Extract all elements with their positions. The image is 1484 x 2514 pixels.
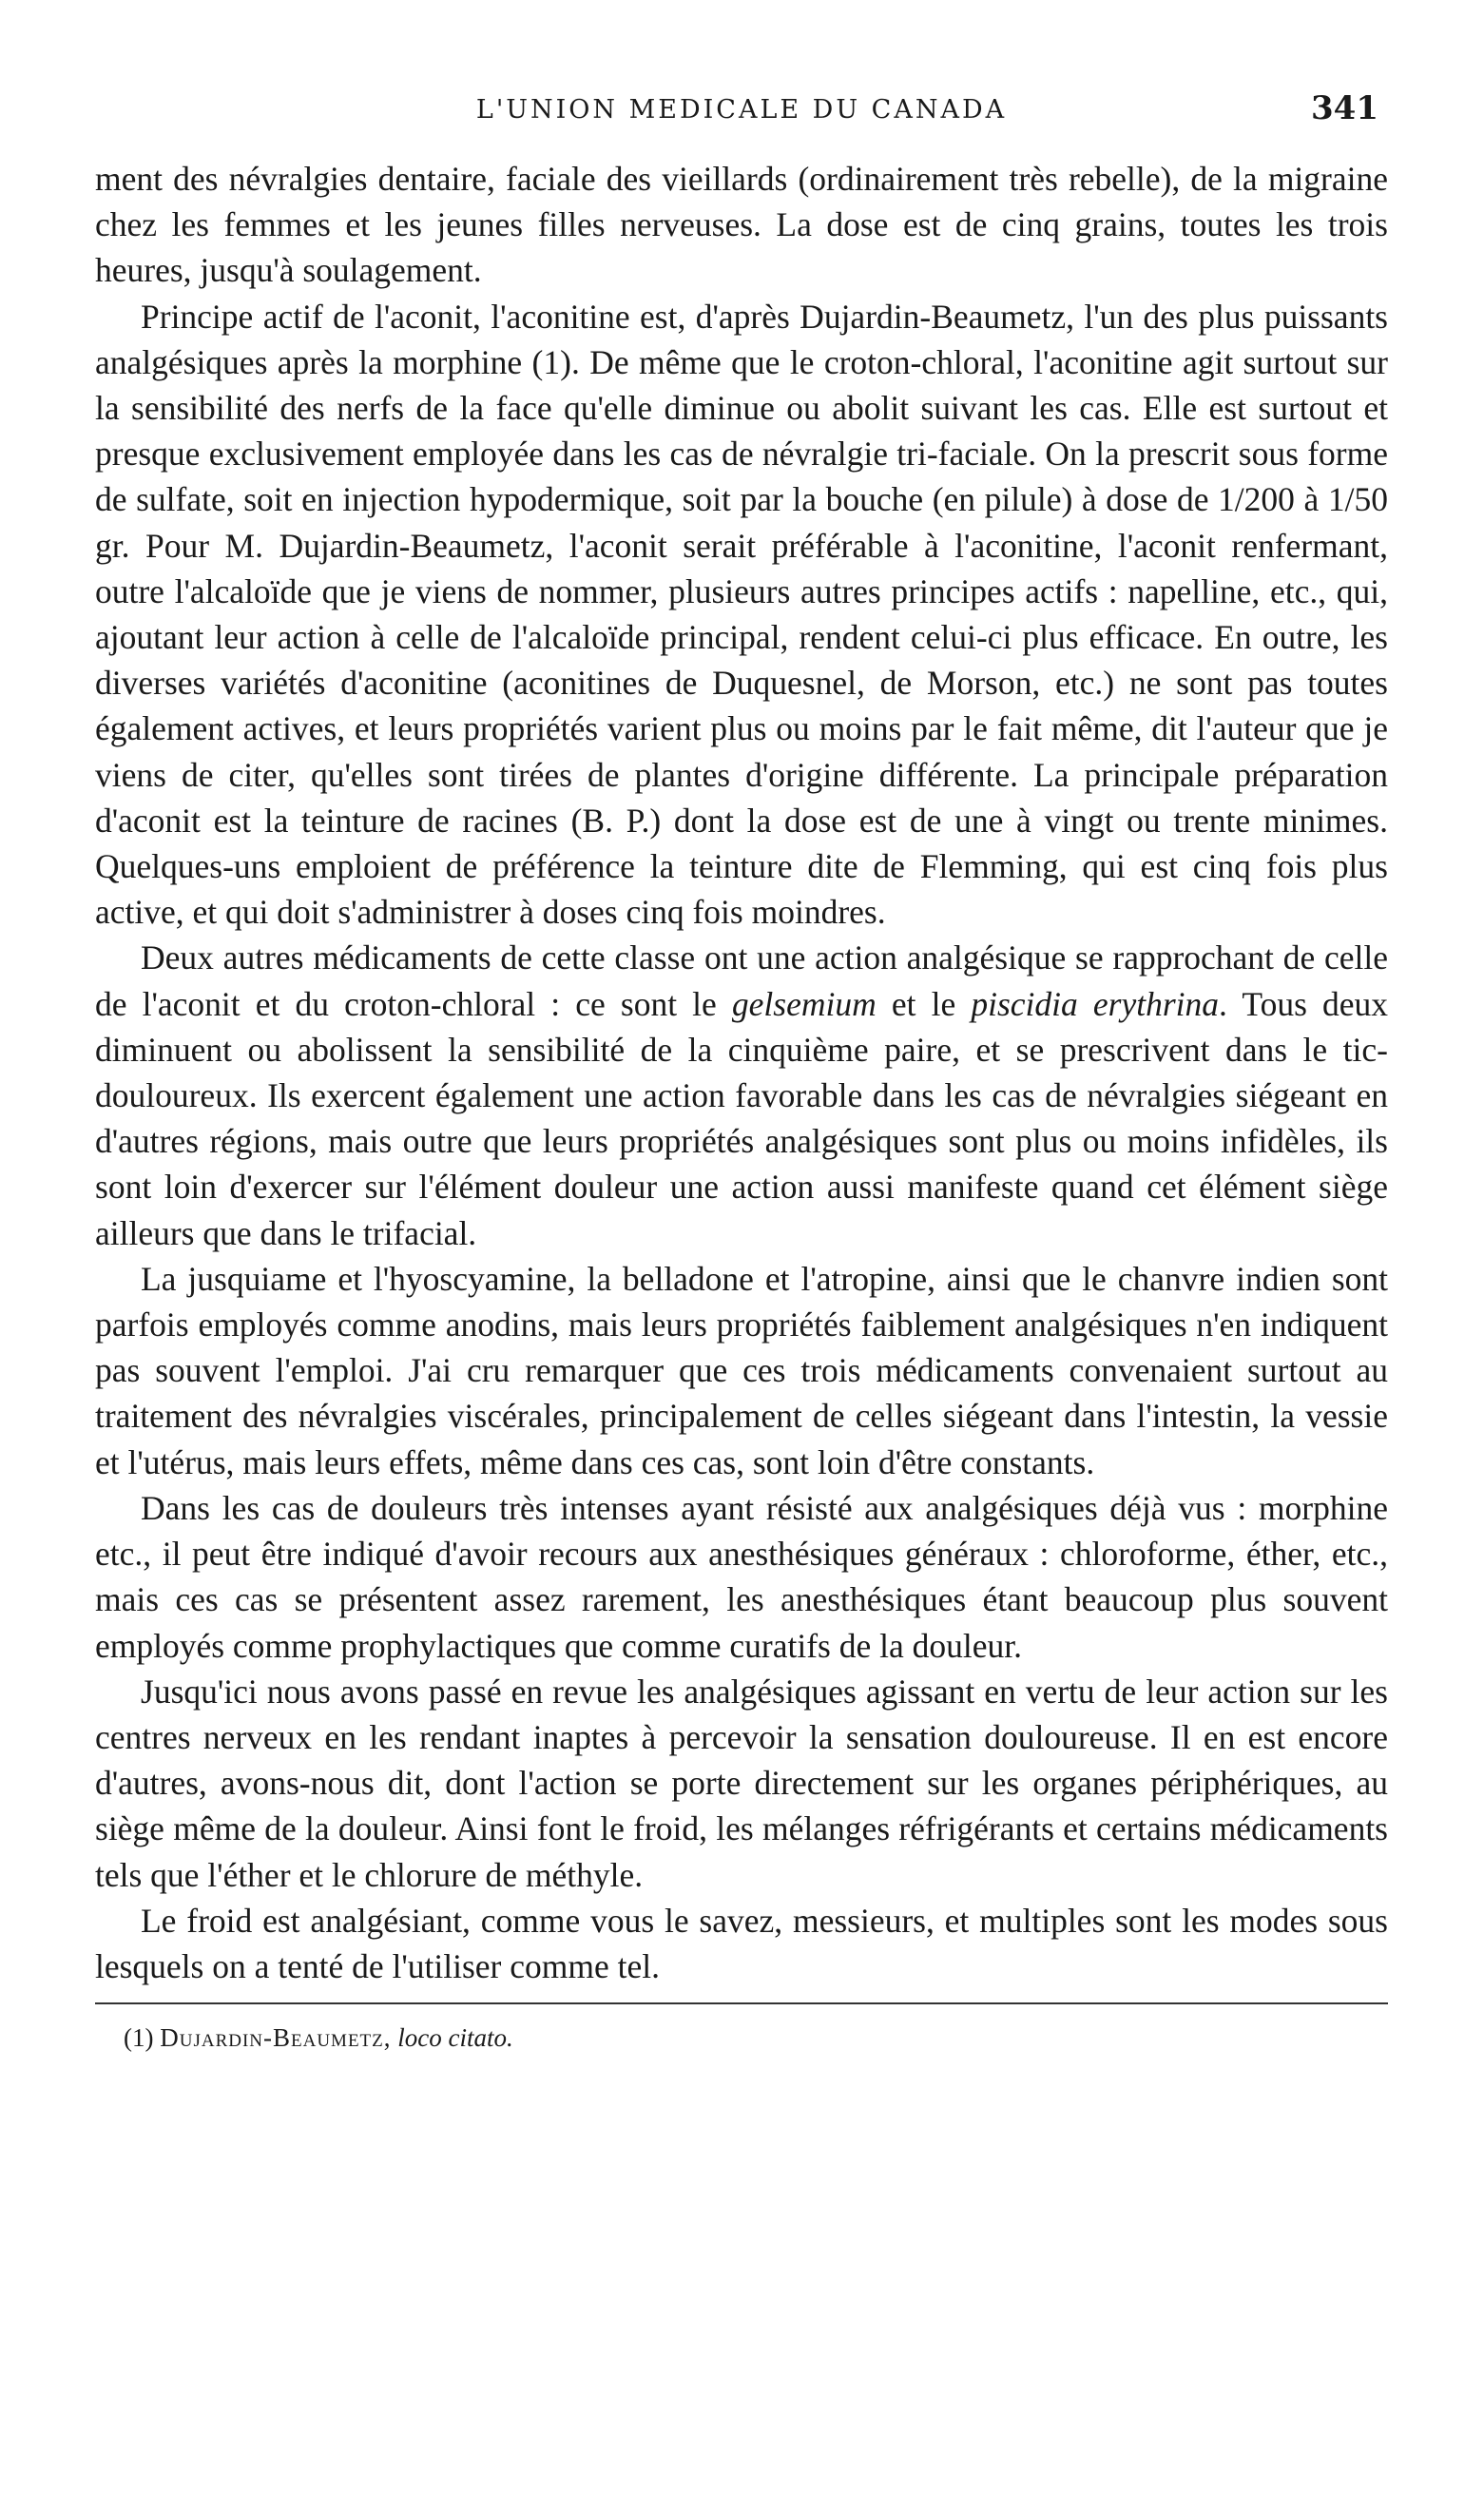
footnote-marker: (1) — [124, 2023, 154, 2053]
footnote-author: Dujardin-Beaumetz, — [160, 2023, 392, 2053]
footnote — [95, 2023, 1388, 2053]
footnote-divider — [95, 2002, 1388, 2004]
paragraph-3-before: Deux autres médicaments de cette classe ont une action analgésique se rapprochant de celle de l'aconit et du croton-chloral : ce sont le — [95, 938, 1388, 1023]
paragraph-3-middle: et le — [876, 984, 972, 1023]
paragraph-1: ment des névralgies dentaire, faciale des vieillards (ordinairement très rebelle), de la migraine chez les femmes et les jeunes filles nerveuses. La dose est de cinq grains, toutes les trois heures, jusqu'à soulagement. — [95, 160, 1388, 290]
footnote-citation: loco citato. — [397, 2023, 513, 2053]
paragraph-6: Jusqu'ici nous avons passé en revue les analgésiques agissant en vertu de leur action sur les centres nerveux en les rendant inaptes à percevoir la sensation douloureuse. Il en est encore d'autres, avons-nous dit, dont l'action se porte directement sur les organes périphériques, au siège même de la douleur. Ainsi font le froid, les mélanges réfrigérants et certains médicaments tels que l'éther et le chlorure de méthyle. — [95, 1672, 1388, 1894]
page-number: 341 — [1311, 89, 1378, 127]
paragraph-3 — [95, 935, 1388, 1255]
paragraph-5: Dans les cas de douleurs très intenses ayant résisté aux analgésiques déjà vus : morphine etc., il peut être indiqué d'avoir recours aux anesthésiques généraux : chloroforme, éther, etc., mais ces cas se présentent assez rarement, les anesthésiques étant beaucoup plus souvent employés comme prophylactiques que comme curatifs de la douleur. — [95, 1488, 1388, 1665]
body-text — [95, 156, 1388, 1989]
paragraph-7: Le froid est analgésiant, comme vous le savez, messieurs, et multiples sont les modes sous lesquels on a tenté de l'utiliser comme tel. — [95, 1901, 1388, 1985]
term-piscidia-erythrina: piscidia erythrina — [971, 984, 1220, 1023]
term-gelsemium: gelsemium — [731, 984, 877, 1023]
paragraph-3-after: . Tous deux diminuent ou abolissent la sensibilité de la cinquième paire, et se prescrivent dans le tic-douloureux. Ils exercent également une action favorable dans les cas de névralgies siégeant en d'autres régions, mais outre que leurs propriétés analgésiques sont plus ou moins infidèles, ils sont loin d'exercer sur l'élément douleur une action aussi manifeste quand cet élément siège ailleurs que dans le trifacial. — [95, 984, 1389, 1252]
document-page — [95, 86, 1388, 2053]
running-header — [95, 86, 1388, 143]
paragraph-4: La jusquiame et l'hyoscyamine, la belladone et l'atropine, ainsi que le chanvre indien sont parfois employés comme anodins, mais leurs propriétés faiblement analgésiques n'en indiquent pas souvent l'emploi. J'ai cru remarquer que ces trois médicaments convenaient surtout au traitement des névralgies viscérales, principalement de celles siégeant dans l'intestin, la vessie et l'utérus, mais leurs effets, même dans ces cas, sont loin d'être constants. — [95, 1259, 1388, 1481]
paragraph-2: Principe actif de l'aconit, l'aconitine est, d'après Dujardin-Beaumetz, l'un des plus puissants analgésiques après la morphine (1). De même que le croton-chloral, l'aconitine agit surtout sur la sensibilité des nerfs de la face qu'elle diminue ou abolit suivant les cas. Elle est surtout et presque exclusivement employée dans les cas de névralgie tri-faciale. On la prescrit sous forme de sulfate, soit en injection hypodermique, soit par la bouche (en pilule) à dose de 1/200 à 1/50 gr. Pour M. Dujardin-Beaumetz, l'aconit serait préférable à l'aconitine, l'aconit renfermant, outre l'alcaloïde que je viens de nommer, plusieurs autres principes actifs : napelline, etc., qui, ajoutant leur action à celle de l'alcaloïde principal, rendent celui-ci plus efficace. En outre, les diverses variétés d'aconitine (aconitines de Duquesnel, de Morson, etc.) ne sont pas toutes également actives, et leurs propriétés varient plus ou moins par le fait même, dit l'auteur que je viens de citer, qu'elles sont tirées de plantes d'origine différente. La principale préparation d'aconit est la teinture de racines (B. P.) dont la dose est de une à vingt ou trente minimes. Quelques-uns emploient de préférence la teinture dite de Flemming, qui est cinq fois plus active, et qui doit s'administrer à doses cinq fois moindres. — [95, 297, 1388, 932]
running-title: L'UNION MEDICALE DU CANADA — [475, 95, 1008, 125]
